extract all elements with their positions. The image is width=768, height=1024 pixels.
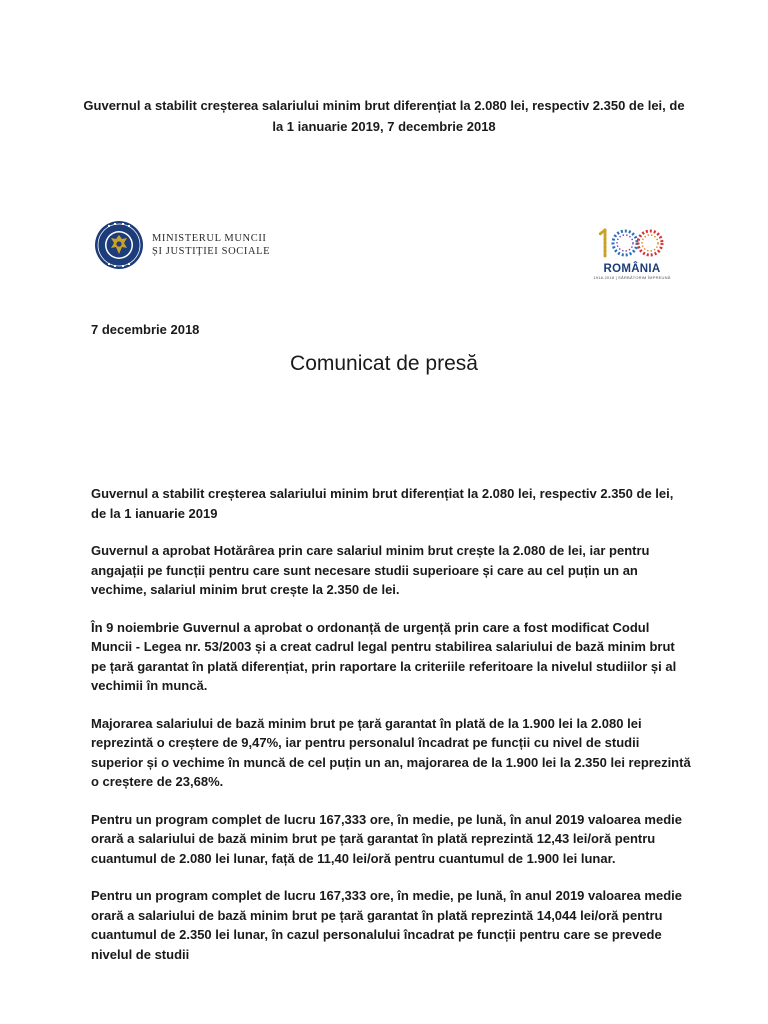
- ministry-line2: ȘI JUSTIȚIEI SOCIALE: [152, 246, 271, 257]
- centenary-label: ROMÂNIA: [603, 263, 661, 275]
- document-body: [91, 484, 691, 982]
- paragraph-5: Pentru un program complet de lucru 167,333 ore, în medie, pe lună, în anul 2019 valoarea medie orară a salariului de bază minim brut pe țară garantat în plată reprezintă 12,43 lei/oră pentru cuantumul de 2.080 lei lunar, față de 11,40 lei/oră pentru cuantumul de 1.900 lei lunar.: [91, 811, 682, 866]
- document-date: 7 decembrie 2018: [91, 322, 200, 337]
- paragraph-3: În 9 noiembrie Guvernul a aprobat o ordonanță de urgență prin care a fost modificat Codul Muncii - Legea nr. 53/2003 și a creat cadrul legal pentru stabilirea salariului de bază minim brut pe țară garantat în plată diferențiat, prin raportare la criteriile referitoare la nivelul studiilor și al vechimii în muncă.: [91, 619, 677, 693]
- centenary-subtitle: 1918-2018 | SĂRBĂTORIM ÎMPREUNĂ: [593, 275, 671, 280]
- guvernul-romaniei-seal-icon: [94, 220, 144, 270]
- press-release-heading: Comunicat de presă: [290, 352, 478, 375]
- document-title: Guvernul a stabilit creșterea salariului minim brut diferențiat la 2.080 lei, respectiv 2.350 de lei, de la 1 ianuarie 2019, 7 decembrie 2018: [83, 98, 685, 134]
- ministry-line1: MINISTERUL MUNCII: [152, 233, 267, 244]
- paragraph-1: Guvernul a stabilit creșterea salariului minim brut diferențiat la 2.080 lei, respectiv 2.350 de lei, de la 1 ianuarie 2019: [91, 486, 674, 521]
- paragraph-4: Majorarea salariului de bază minim brut pe țară garantat în plată de la 1.900 lei la 2.080 lei reprezintă o creștere de 9,47%, iar pentru personalul încadrat pe funcții cu nivel de studii superior și o vechime în muncă de cel puțin un an, majorarea de la 1.900 lei la 2.350 lei reprezintă o creștere de 23,68%.: [91, 715, 691, 789]
- ministry-name: [152, 232, 270, 258]
- paragraph-6: Pentru un program complet de lucru 167,333 ore, în medie, pe lună, în anul 2019 valoarea medie orară a salariului de bază minim brut pe țară garantat în plată reprezintă 14,044 lei/oră pentru cuantumul de 2.350 lei lunar, în cazul personalului încadrat pe funcții pentru care se prevede nivelul de studii: [91, 888, 682, 962]
- romania-100-icon: [597, 222, 667, 260]
- paragraph-2: Guvernul a aprobat Hotărârea prin care salariul minim brut crește la 2.080 de lei, iar pentru angajații pe funcții pentru care sunt necesare studii superioare și care au cel puțin un an vechime, salariul minim brut crește la 2.350 de lei.: [91, 543, 650, 597]
- romania-centenary-logo: [592, 222, 672, 280]
- ministry-logo: [94, 220, 270, 270]
